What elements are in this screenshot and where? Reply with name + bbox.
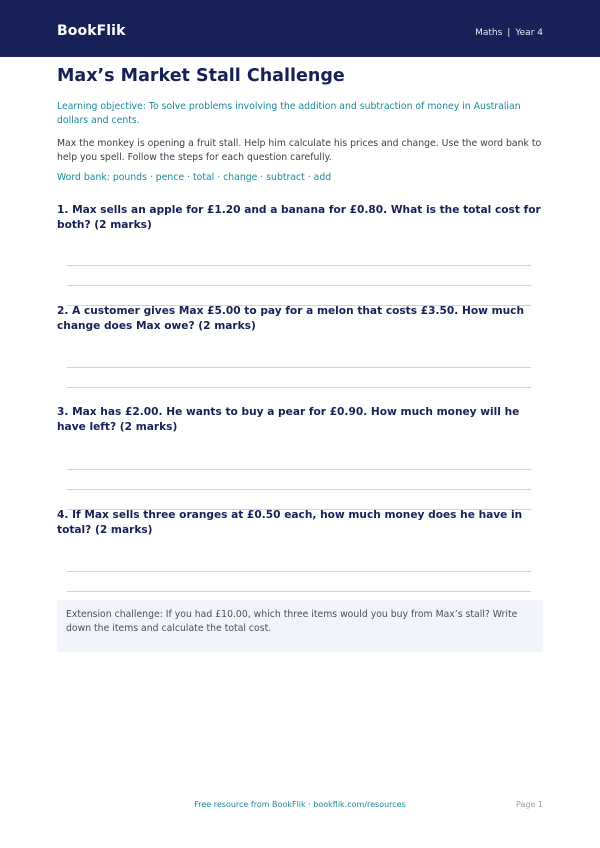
meta-separator: | bbox=[507, 28, 511, 38]
answer-line[interactable] bbox=[67, 489, 531, 490]
question-4 bbox=[57, 508, 543, 538]
answer-line[interactable] bbox=[67, 265, 531, 266]
header-meta bbox=[475, 28, 543, 38]
subject-label: Maths bbox=[475, 28, 503, 38]
footer-link[interactable]: Free resource from BookFlik · bookflik.com/resources bbox=[194, 800, 406, 809]
answer-line[interactable] bbox=[67, 469, 531, 470]
brand-logo: BookFlik bbox=[57, 23, 126, 39]
year-label: Year 4 bbox=[515, 28, 543, 38]
answer-line[interactable] bbox=[67, 367, 531, 368]
question-text: 2. A customer gives Max £5.00 to pay for a melon that costs £3.50. How much change does Max owe? (2 marks) bbox=[57, 305, 524, 332]
header-bar bbox=[0, 0, 600, 57]
question-text: 4. If Max sells three oranges at £0.50 each, how much money does he have in total? (2 marks) bbox=[57, 509, 523, 536]
page-number: Page 1 bbox=[516, 800, 543, 809]
question-2 bbox=[57, 304, 543, 334]
question-text: 1. Max sells an apple for £1.20 and a banana for £0.80. What is the total cost for both? (2 marks) bbox=[57, 204, 541, 231]
footer bbox=[0, 800, 600, 814]
answer-line[interactable] bbox=[67, 387, 531, 388]
extension-box bbox=[57, 600, 543, 652]
answer-line[interactable] bbox=[67, 571, 531, 572]
page-title: Max’s Market Stall Challenge bbox=[57, 66, 345, 86]
word-bank: Word bank: pounds · pence · total · change · subtract · add bbox=[57, 172, 332, 183]
question-3 bbox=[57, 405, 543, 435]
learning-objective: Learning objective: To solve problems involving the addition and subtraction of money in Australian dollars and cents. bbox=[57, 101, 521, 126]
intro-text: Max the monkey is opening a fruit stall. Help him calculate his prices and change. Use the word bank to help you spell. Follow the steps for each question carefully. bbox=[57, 138, 542, 163]
answer-line[interactable] bbox=[67, 591, 531, 592]
extension-text: Extension challenge: If you had £10.00, which three items would you buy from Max’s stall? Write down the items and calculate the total cost. bbox=[66, 609, 518, 634]
question-text: 3. Max has £2.00. He wants to buy a pear for £0.90. How much money will he have left? (2 marks) bbox=[57, 406, 520, 433]
answer-line[interactable] bbox=[67, 285, 531, 286]
question-1 bbox=[57, 203, 543, 233]
